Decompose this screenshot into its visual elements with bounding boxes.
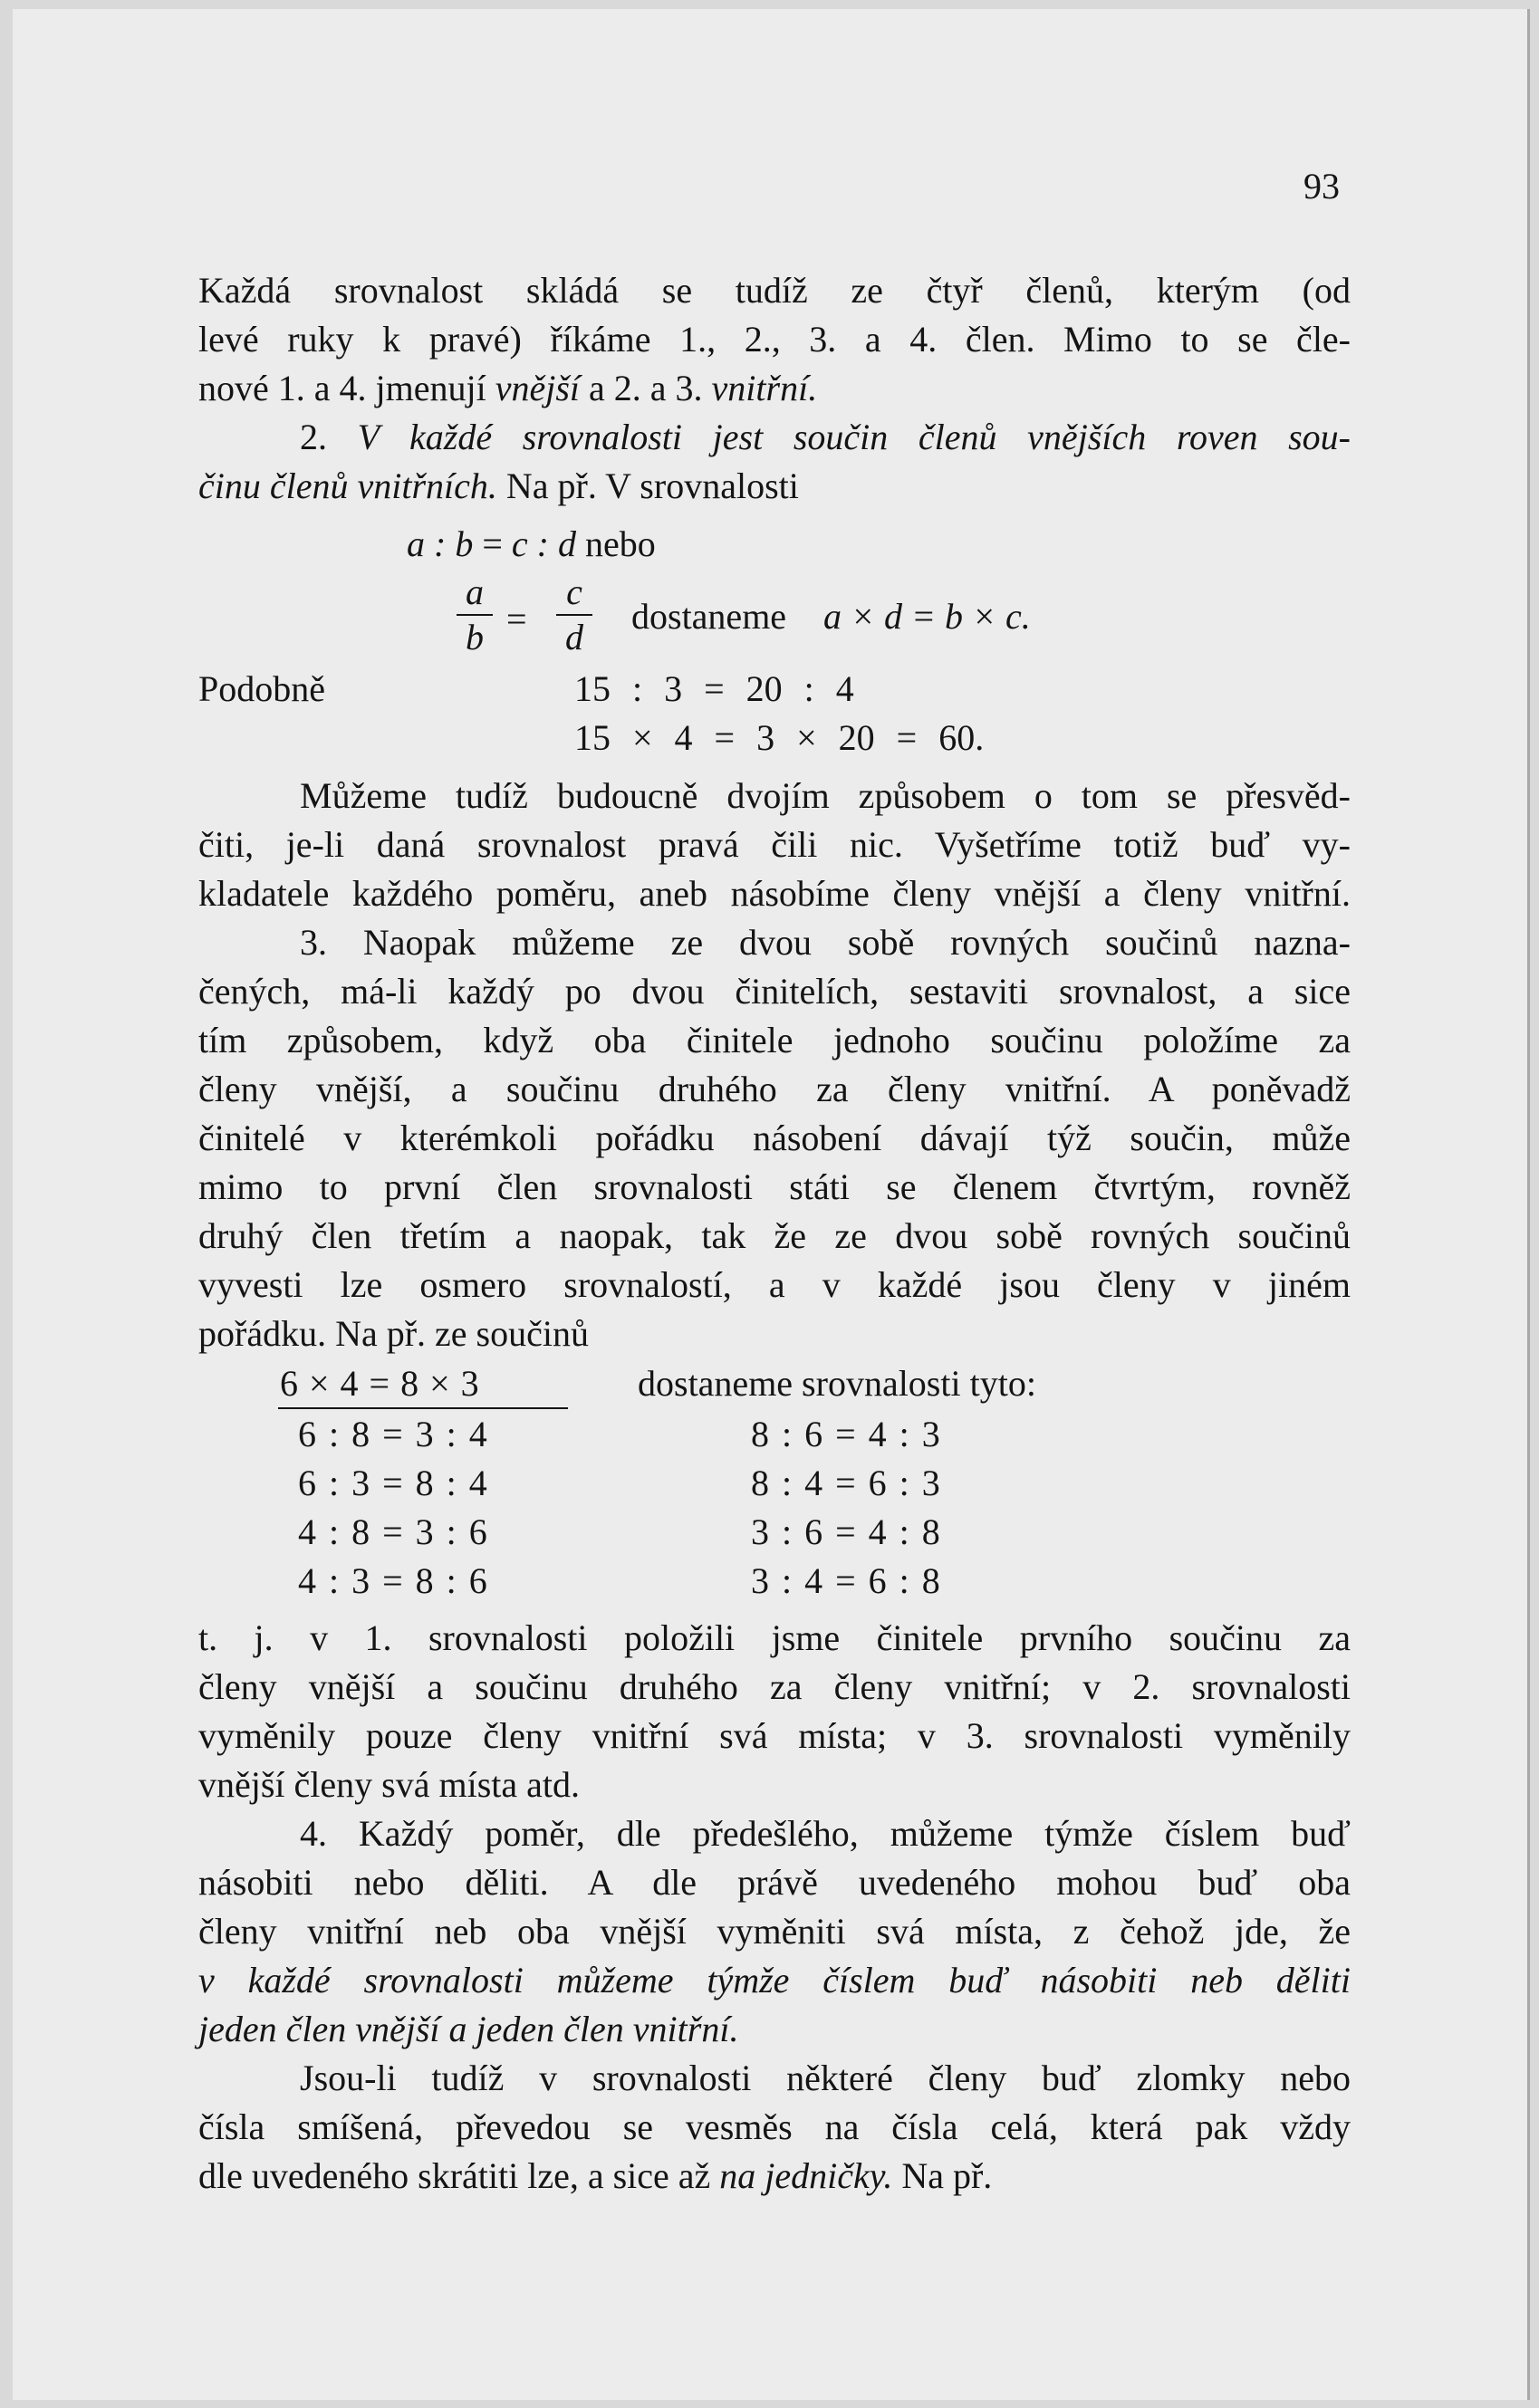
- italic-line: jeden člen vnější a jeden člen vnitřní.: [198, 2009, 739, 2049]
- text-line: čiti, je-li daná srovnalost pravá čili nic. Vyšetříme totiž buď vy-: [198, 824, 1351, 865]
- text-line: pořádku. Na př. ze součinů: [198, 1313, 589, 1354]
- italic-term: vnitřní.: [711, 368, 818, 408]
- text-line: členy vnitřní neb oba vnější vyměniti svá místa, z čehož jde, že: [198, 1911, 1351, 1952]
- page-number: 93: [1303, 166, 1340, 206]
- table-right-row: 8 : 6 = 4 : 3: [751, 1414, 940, 1454]
- italic-rule: V každé srovnalosti jest součin členů vnějších roven sou-: [357, 417, 1351, 457]
- italic-rule: činu členů vnitřních.: [198, 465, 497, 506]
- table-left-row: 6 : 8 = 3 : 4: [298, 1414, 487, 1454]
- text-line: druhý člen třetím a naopak, tak že ze dvou sobě rovných součinů: [198, 1215, 1351, 1256]
- text-line: činitelé v kterémkoli pořádku násobení dávají týž součin, může: [198, 1118, 1351, 1158]
- italic-term: vnější: [495, 368, 581, 408]
- text-line: levé ruky k pravé) říkáme 1., 2., 3. a 4. člen. Mimo to se čle-: [198, 319, 1351, 360]
- text-run: nové 1. a 4. jmenují: [198, 368, 495, 408]
- fraction-c-over-d: c d: [556, 572, 592, 657]
- table-header-right: dostaneme srovnalosti tyto:: [638, 1363, 1036, 1404]
- table-header-left: 6 × 4 = 8 × 3: [280, 1363, 479, 1404]
- table-left-row: 4 : 3 = 8 : 6: [298, 1560, 487, 1601]
- table-right-row: 3 : 4 = 6 : 8: [751, 1560, 940, 1601]
- text-run: a 2. a 3.: [580, 368, 712, 408]
- text-line: 3. Naopak můžeme ze dvou sobě rovných součinů nazna-: [300, 922, 1351, 963]
- example-proportion: 15 : 3 = 20 : 4: [574, 668, 854, 709]
- text-line: [198, 2153, 1351, 2200]
- text-line: mimo to první člen srovnalosti státi se členem čtvrtým, rovněž: [198, 1166, 1351, 1207]
- text-run: Na př. V srovnalosti: [496, 465, 799, 506]
- text-line: tím způsobem, když oba činitele jednoho součinu položíme za: [198, 1020, 1351, 1060]
- table-right-row: 8 : 4 = 6 : 3: [751, 1463, 940, 1503]
- text-line: čísla smíšená, převedou se vesměs na čísla celá, která pak vždy: [198, 2106, 1351, 2147]
- text-line: vyvesti lze osmero srovnalostí, a v každé jsou členy v jiném: [198, 1264, 1351, 1305]
- text-run: dostaneme: [631, 596, 787, 637]
- table-rule: [278, 1407, 568, 1409]
- text-line: členy vnější a součinu druhého za členy vnitřní; v 2. srovnalosti: [198, 1666, 1351, 1707]
- text-line: násobiti nebo děliti. A dle právě uvedeného mohou buď oba: [198, 1862, 1351, 1903]
- text-line: kladatele každého poměru, aneb násobíme členy vnější a členy vnitřní.: [198, 873, 1351, 914]
- product-formula: a × d = b × c.: [823, 596, 1031, 637]
- italic-line: v každé srovnalosti můžeme týmže číslem buď násobiti neb děliti: [198, 1960, 1351, 2000]
- fraction-a-over-b: a b: [457, 572, 493, 657]
- proportion-formula: a : b = c : d nebo: [407, 523, 656, 564]
- text-line: vyměnily pouze členy vnitřní svá místa; v 3. srovnalosti vyměnily: [198, 1715, 1351, 1756]
- book-page: [13, 9, 1530, 2400]
- text-line: [198, 463, 1351, 510]
- text-line: členy vnější, a součinu druhého za členy vnitřní. A poněvadž: [198, 1069, 1351, 1109]
- text-line: 4. Každý poměr, dle předešlého, můžeme týmže číslem buď: [300, 1813, 1351, 1854]
- text-line: [300, 414, 1351, 461]
- equals-sign: =: [506, 599, 527, 639]
- example-label: Podobně: [198, 668, 325, 709]
- table-left-row: 4 : 8 = 3 : 6: [298, 1511, 487, 1552]
- text-line: Můžeme tudíž budoucně dvojím způsobem o tom se přesvěd-: [300, 775, 1351, 816]
- text-run: dle uvedeného skrátiti lze, a sice až: [198, 2155, 720, 2196]
- text-line: vnější členy svá místa atd.: [198, 1764, 581, 1805]
- italic-term: na jedničky.: [719, 2155, 893, 2196]
- text-line: [198, 365, 1351, 412]
- table-right-row: 3 : 6 = 4 : 8: [751, 1511, 940, 1552]
- text-run: 2.: [300, 417, 358, 457]
- example-product: 15 × 4 = 3 × 20 = 60.: [574, 717, 985, 758]
- text-line: t. j. v 1. srovnalosti položili jsme činitele prvního součinu za: [198, 1617, 1351, 1658]
- text-line: čených, má-li každý po dvou činitelích, sestaviti srovnalost, a sice: [198, 971, 1351, 1012]
- text-line: Každá srovnalost skládá se tudíž ze čtyř členů, kterým (od: [198, 270, 1351, 311]
- text-line: Jsou-li tudíž v srovnalosti některé členy buď zlomky nebo: [300, 2058, 1351, 2098]
- table-left-row: 6 : 3 = 8 : 4: [298, 1463, 487, 1503]
- text-run: Na př.: [892, 2155, 993, 2196]
